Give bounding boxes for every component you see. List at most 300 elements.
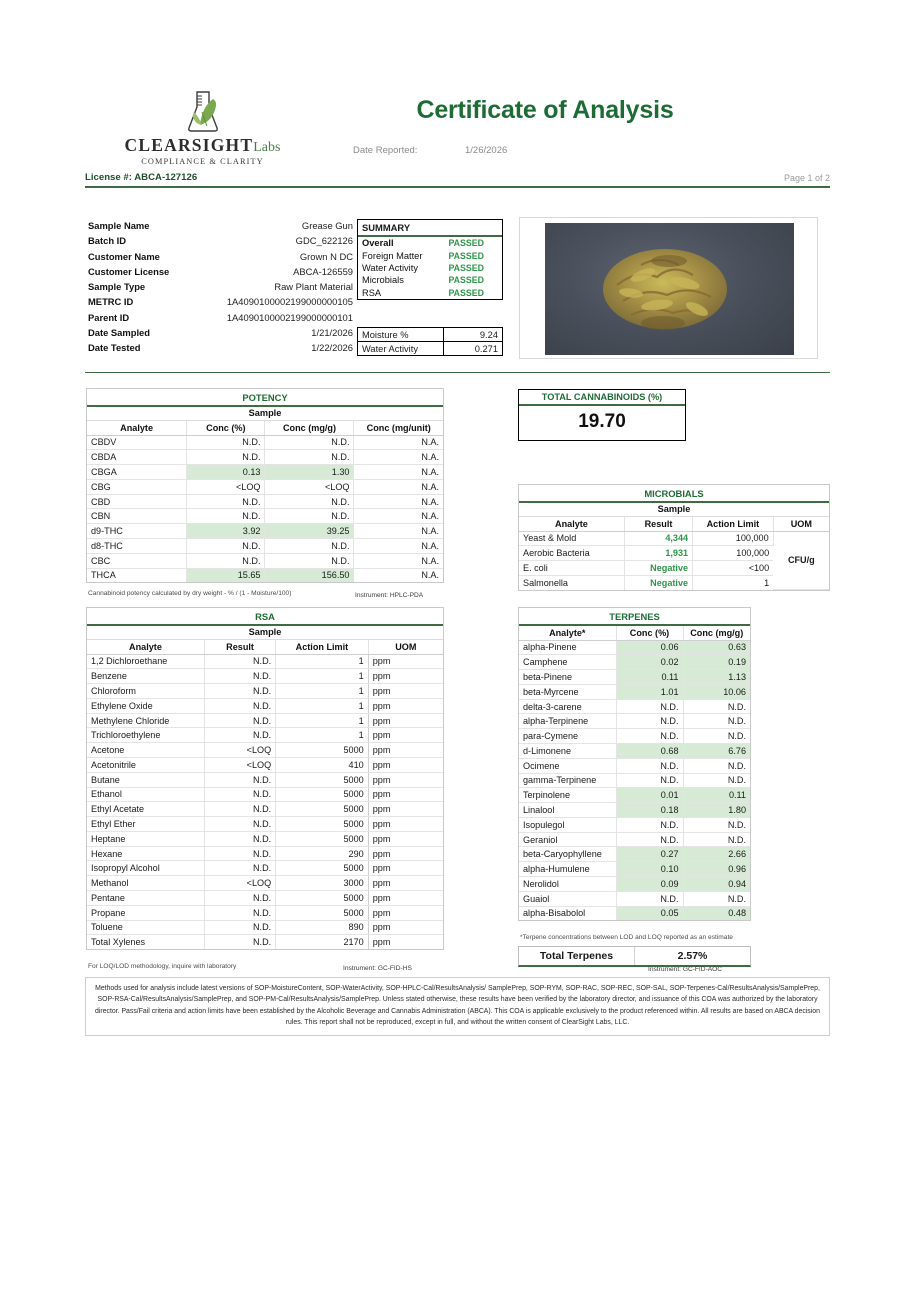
analyte-name: Chloroform	[87, 684, 204, 699]
rsa-result: N.D.	[204, 935, 275, 949]
rsa-result: N.D.	[204, 817, 275, 832]
uom-value: ppm	[368, 757, 443, 772]
microbials-subtitle: Sample	[519, 503, 829, 517]
summary-row	[358, 274, 502, 286]
analyte-name: para-Cymene	[519, 729, 616, 744]
analyte-name: Ethanol	[87, 787, 204, 802]
table-row	[87, 479, 443, 494]
uom-value: ppm	[368, 743, 443, 758]
action-limit: 1	[276, 728, 369, 743]
analyte-name: Propane	[87, 905, 204, 920]
analyte-name: Geraniol	[519, 832, 616, 847]
analyte-name: beta-Pinene	[519, 670, 616, 685]
rsa-result: N.D.	[204, 772, 275, 787]
table-row	[87, 935, 443, 949]
microbial-result: Negative	[624, 575, 692, 589]
action-limit: 5000	[276, 802, 369, 817]
total-cannabinoids-title: TOTAL CANNABINOIDS (%)	[519, 390, 685, 406]
analyte-name: CBN	[87, 509, 187, 524]
rsa-result: N.D.	[204, 861, 275, 876]
table-row	[519, 531, 829, 546]
rsa-result: N.D.	[204, 654, 275, 669]
analyte-name: alpha-Pinene	[519, 640, 616, 655]
action-limit: 5000	[276, 817, 369, 832]
conc-mgunit: N.A.	[354, 450, 443, 465]
conc-percent: N.D.	[187, 494, 265, 509]
sample-info-row	[88, 327, 353, 342]
action-limit: 100,000	[693, 531, 774, 546]
conc-percent: 1.01	[616, 684, 683, 699]
sample-info-row	[88, 281, 353, 296]
table-row	[87, 846, 443, 861]
microbial-result: 1,931	[624, 546, 692, 561]
moisture-value: 9.24	[479, 329, 498, 340]
column-header: Action Limit	[693, 517, 774, 532]
sample-info-row	[88, 342, 353, 357]
conc-mgunit: N.A.	[354, 494, 443, 509]
rsa-result: N.D.	[204, 831, 275, 846]
conc-mgg: N.D.	[265, 553, 354, 568]
action-limit: 5000	[276, 891, 369, 906]
rsa-result: N.D.	[204, 698, 275, 713]
analyte-name: Camphene	[519, 655, 616, 670]
table-row	[519, 743, 750, 758]
analyte-name: Trichloroethylene	[87, 728, 204, 743]
analyte-name: d9-THC	[87, 524, 187, 539]
table-row	[87, 698, 443, 713]
analyte-name: Methylene Chloride	[87, 713, 204, 728]
sample-photo-image	[545, 223, 794, 355]
column-header: UOM	[368, 640, 443, 655]
conc-mgunit: N.A.	[354, 524, 443, 539]
conc-mgg: N.D.	[265, 538, 354, 553]
analyte-name: 1,2 Dichloroethane	[87, 654, 204, 669]
analyte-name: Nerolidol	[519, 877, 616, 892]
table-row	[87, 538, 443, 553]
rsa-instrument: Instrument: GC-FID-HS	[343, 965, 412, 972]
uom-value: ppm	[368, 831, 443, 846]
analyte-name: gamma-Terpinene	[519, 773, 616, 788]
total-terpenes-value: 2.57%	[677, 950, 708, 962]
conc-percent: N.D.	[187, 553, 265, 568]
moisture-value: 0.271	[474, 343, 498, 354]
table-row	[519, 906, 750, 920]
rsa-note: For LOQ/LOD methodology, inquire with laboratory	[88, 963, 237, 970]
sample-info-label: Date Sampled	[88, 327, 150, 339]
summary-row	[358, 237, 502, 249]
page-indicator: Page 1 of 2	[783, 173, 830, 183]
conc-percent: 0.06	[616, 640, 683, 655]
sample-info-row	[88, 235, 353, 250]
uom-value: ppm	[368, 684, 443, 699]
sample-info-row	[88, 312, 353, 327]
sample-info-row	[88, 266, 353, 281]
rsa-result: N.D.	[204, 846, 275, 861]
conc-mgg: 39.25	[265, 524, 354, 539]
rsa-result: N.D.	[204, 787, 275, 802]
rsa-result: N.D.	[204, 905, 275, 920]
terpenes-table	[518, 607, 751, 921]
total-terpenes-label: Total Terpenes	[519, 947, 635, 965]
conc-mgunit: N.A.	[354, 538, 443, 553]
action-limit: 2170	[276, 935, 369, 949]
summary-row	[358, 262, 502, 274]
conc-mgg: N.D.	[683, 773, 750, 788]
summary-row-label: Water Activity	[362, 262, 418, 273]
table-row	[87, 891, 443, 906]
analyte-name: Ocimene	[519, 758, 616, 773]
table-row	[519, 699, 750, 714]
lab-name: CLEARSIGHTLabs	[124, 135, 281, 155]
conc-mgunit: N.A.	[421, 570, 439, 581]
lab-tagline: COMPLIANCE & CLARITY	[141, 157, 264, 166]
table-row	[87, 524, 443, 539]
conc-percent: N.D.	[616, 729, 683, 744]
table-row	[87, 920, 443, 935]
conc-percent: N.D.	[187, 435, 265, 450]
sample-info-value: Raw Plant Material	[274, 281, 353, 293]
microbials-title: MICROBIALS	[519, 485, 829, 503]
date-reported-label: Date Reported:	[353, 145, 418, 156]
uom-value: ppm	[368, 920, 443, 935]
action-limit: 5000	[276, 831, 369, 846]
summary-row	[358, 287, 502, 299]
rsa-table	[86, 607, 444, 950]
lab-logo	[110, 88, 295, 166]
column-header: Analyte*	[519, 626, 616, 641]
sample-info-value: Grown N DC	[299, 250, 353, 262]
moisture-row	[358, 342, 502, 355]
analyte-name: alpha-Terpinene	[519, 714, 616, 729]
rsa-result: N.D.	[204, 802, 275, 817]
sample-info-value: 1/21/2026	[311, 327, 353, 339]
uom-value: ppm	[368, 846, 443, 861]
table-row	[87, 743, 443, 758]
table-row	[519, 847, 750, 862]
conc-percent: <LOQ	[187, 479, 265, 494]
total-cannabinoids-value: 19.70	[578, 411, 626, 432]
uom-value: ppm	[368, 654, 443, 669]
status-badge: PASSED	[448, 238, 484, 249]
conc-percent: N.D.	[616, 773, 683, 788]
total-terpenes-box	[518, 946, 751, 967]
conc-percent: N.D.	[616, 817, 683, 832]
analyte-name: alpha-Humulene	[519, 862, 616, 877]
table-row	[87, 817, 443, 832]
conc-percent: 0.01	[616, 788, 683, 803]
column-header: Analyte	[87, 640, 204, 655]
section-divider	[85, 372, 830, 373]
microbials-table	[518, 484, 830, 591]
table-row	[519, 788, 750, 803]
uom-value: ppm	[368, 802, 443, 817]
potency-title: POTENCY	[87, 389, 443, 407]
analyte-name: E. coli	[519, 561, 624, 576]
action-limit: 5000	[276, 772, 369, 787]
analyte-name: Hexane	[87, 846, 204, 861]
action-limit: 1	[276, 669, 369, 684]
action-limit: 5000	[276, 743, 369, 758]
moisture-label: Water Activity	[358, 342, 444, 355]
analyte-name: Acetonitrile	[87, 757, 204, 772]
action-limit: 410	[276, 757, 369, 772]
microbial-result: 4,344	[624, 531, 692, 546]
conc-percent: 0.11	[616, 670, 683, 685]
sample-info-list	[88, 220, 353, 358]
conc-percent: 0.18	[616, 803, 683, 818]
rsa-subtitle: Sample	[87, 626, 443, 640]
uom-value: ppm	[372, 937, 391, 948]
conc-percent: N.D.	[616, 832, 683, 847]
action-limit: <100	[693, 561, 774, 576]
rsa-result: <LOQ	[204, 876, 275, 891]
terpenes-note: *Terpene concentrations between LOD and LOQ reported as an estimate	[520, 934, 733, 941]
table-row	[87, 772, 443, 787]
conc-mgg: 1.80	[683, 803, 750, 818]
analyte-name: CBD	[87, 494, 187, 509]
rsa-result: N.D.	[204, 669, 275, 684]
conc-mgg: 0.19	[683, 655, 750, 670]
analyte-name: Pentane	[87, 891, 204, 906]
table-row	[519, 670, 750, 685]
sample-info-label: Customer Name	[88, 250, 160, 262]
rsa-result: N.D.	[204, 684, 275, 699]
column-header: Conc (%)	[616, 626, 683, 641]
sample-info-value: 1A4090100002199000000105	[226, 296, 353, 308]
column-header: Analyte	[87, 421, 187, 436]
license-number: License #: ABCA-127126	[85, 172, 198, 183]
table-row	[519, 640, 750, 655]
document-header	[85, 88, 830, 166]
potency-instrument: Instrument: HPLC-PDA	[355, 592, 424, 599]
analyte-name: THCA	[87, 568, 187, 582]
sample-info-row	[88, 251, 353, 266]
analyte-name: Ethylene Oxide	[87, 698, 204, 713]
conc-mgunit: N.A.	[354, 479, 443, 494]
analyte-name: Methanol	[87, 876, 204, 891]
conc-percent: 0.68	[616, 743, 683, 758]
conc-mgg: N.D.	[683, 891, 750, 906]
conc-mgg: 0.94	[683, 877, 750, 892]
analyte-name: Guaiol	[519, 891, 616, 906]
action-limit: 5000	[276, 905, 369, 920]
table-row	[87, 450, 443, 465]
rsa-result: N.D.	[204, 713, 275, 728]
conc-mgg: N.D.	[683, 832, 750, 847]
potency-note: Cannabinoid potency calculated by dry weight - % / (1 - Moisture/100)	[88, 590, 292, 597]
column-header: Conc (mg/g)	[683, 626, 750, 641]
page-title: Certificate of Analysis	[416, 96, 674, 124]
table-row	[87, 435, 443, 450]
analyte-name: CBGA	[87, 465, 187, 480]
analyte-name: Linalool	[519, 803, 616, 818]
column-header: Action Limit	[276, 640, 369, 655]
table-row	[519, 817, 750, 832]
table-row	[87, 757, 443, 772]
moisture-row	[358, 328, 502, 342]
conc-percent: 0.05	[616, 906, 683, 920]
table-row	[519, 684, 750, 699]
rsa-result: N.D.	[204, 891, 275, 906]
analyte-name: CBDA	[87, 450, 187, 465]
table-row	[87, 728, 443, 743]
moisture-box	[357, 327, 503, 356]
moisture-label: Moisture %	[358, 328, 444, 341]
analyte-name: Heptane	[87, 831, 204, 846]
potency-table	[86, 388, 444, 583]
table-row	[87, 861, 443, 876]
action-limit: 5000	[276, 787, 369, 802]
status-badge: PASSED	[448, 262, 484, 273]
summary-row-label: Foreign Matter	[362, 250, 423, 261]
conc-mgg: 1.13	[683, 670, 750, 685]
uom-value: ppm	[368, 698, 443, 713]
conc-mgg: N.D.	[683, 758, 750, 773]
rsa-result: N.D.	[204, 920, 275, 935]
conc-mgg: 0.48	[683, 906, 750, 920]
conc-mgg: N.D.	[265, 494, 354, 509]
analyte-name: Isopulegol	[519, 817, 616, 832]
terpenes-title: TERPENES	[519, 608, 750, 626]
table-row	[87, 684, 443, 699]
uom-value: ppm	[368, 891, 443, 906]
conc-mgg: 156.50	[265, 568, 354, 582]
status-badge: PASSED	[448, 275, 484, 286]
table-row	[87, 654, 443, 669]
conc-percent: N.D.	[187, 450, 265, 465]
analyte-name: Acetone	[87, 743, 204, 758]
action-limit: 1	[276, 684, 369, 699]
table-row	[519, 714, 750, 729]
conc-percent: 15.65	[187, 568, 265, 582]
action-limit: 3000	[276, 876, 369, 891]
conc-mgg: N.D.	[683, 714, 750, 729]
table-row	[87, 802, 443, 817]
column-header: Result	[204, 640, 275, 655]
microbial-result: Negative	[624, 561, 692, 576]
sample-info-value: ABCA-126559	[293, 265, 353, 277]
column-header: Conc (mg/g)	[265, 421, 354, 436]
conc-mgunit: N.A.	[354, 509, 443, 524]
analyte-name: d8-THC	[87, 538, 187, 553]
conc-mgg: <LOQ	[265, 479, 354, 494]
analyte-name: Aerobic Bacteria	[519, 546, 624, 561]
table-row	[519, 832, 750, 847]
sample-info-value: Grease Gun	[301, 220, 353, 231]
summary-row-label: Overall	[362, 238, 394, 249]
table-row	[87, 787, 443, 802]
table-row	[87, 876, 443, 891]
conc-mgg: N.D.	[683, 699, 750, 714]
analyte-name: d-Limonene	[519, 743, 616, 758]
sample-info-value: 1A4090100002199000000101	[226, 311, 353, 323]
status-badge: PASSED	[448, 250, 484, 261]
table-row	[87, 553, 443, 568]
table-row	[87, 713, 443, 728]
beaker-leaf-icon	[110, 88, 295, 134]
analyte-name: beta-Caryophyllene	[519, 847, 616, 862]
rsa-title: RSA	[87, 608, 443, 626]
analyte-name: CBDV	[87, 435, 187, 450]
conc-percent: 0.09	[616, 877, 683, 892]
column-header: Conc (mg/unit)	[354, 421, 443, 436]
uom-value: ppm	[368, 876, 443, 891]
column-header: Result	[624, 517, 692, 532]
table-row	[87, 568, 443, 582]
uom-value: ppm	[368, 772, 443, 787]
conc-mgunit: N.A.	[354, 435, 443, 450]
uom-value: CFU/g	[773, 531, 829, 590]
analyte-name: CBG	[87, 479, 187, 494]
conc-mgg: N.D.	[265, 450, 354, 465]
potency-subtitle: Sample	[87, 407, 443, 421]
sample-info-label: Customer License	[88, 265, 170, 277]
table-row	[519, 891, 750, 906]
analyte-name: Salmonella	[519, 575, 624, 589]
analyte-name: Isopropyl Alcohol	[87, 861, 204, 876]
summary-row	[358, 249, 502, 261]
date-reported-value: 1/26/2026	[465, 145, 508, 156]
sample-photo	[519, 217, 818, 359]
sample-info-label: Sample Name	[88, 220, 150, 231]
uom-value: ppm	[368, 861, 443, 876]
analyte-name: Yeast & Mold	[519, 531, 624, 546]
conc-mgg: N.D.	[265, 435, 354, 450]
table-row	[519, 803, 750, 818]
action-limit: 1	[276, 654, 369, 669]
table-row	[87, 465, 443, 480]
action-limit: 1	[276, 698, 369, 713]
action-limit: 1	[276, 713, 369, 728]
rsa-result: N.D.	[204, 728, 275, 743]
sample-info-label: Parent ID	[88, 311, 130, 323]
conc-mgg: 2.66	[683, 847, 750, 862]
action-limit: 1	[764, 577, 770, 588]
conc-percent: N.D.	[616, 891, 683, 906]
analyte-name: alpha-Bisabolol	[519, 906, 616, 920]
sample-info-label: Date Tested	[88, 342, 141, 354]
license-bar	[85, 172, 830, 188]
disclaimer-text: Methods used for analysis include latest versions of SOP-MoistureContent, SOP-WaterActivity, SOP-HPLC-Cal/ResultsAnalysis/ SamplePrep, SOP-RYM, SOP-RAC, SOP-REC, SOP-SAL, SOP-Terpenes-Cal/ResultsAnalysis/SamplePrep, SOP-RSA-Cal/ResultsAnalysis/SamplePrep, and SOP-PM-Cal/ResultsAnalysis/SamplePrep. Unless stated otherwise, these results have been verified by the laboratory director, and issuance of this COA was authorized by the laboratory director. Pass/Fail criteria and action limits have been established by the Alcoholic Beverage and Cannabis Administration (ABCA). This COA is applicable exclusively to the product referenced within. All results are based on ABCA decision rules. This report shall not be reproduced, except in full, and without the written consent of ClearSight Labs, LLC.	[95, 985, 820, 1027]
disclaimer-box	[85, 977, 830, 1036]
conc-mgunit: N.A.	[354, 553, 443, 568]
analyte-name: Terpinolene	[519, 788, 616, 803]
uom-value: ppm	[368, 713, 443, 728]
column-header: Analyte	[519, 517, 624, 532]
sample-info-row	[88, 296, 353, 311]
conc-percent: N.D.	[616, 758, 683, 773]
conc-percent: N.D.	[616, 714, 683, 729]
analyte-name: Toluene	[87, 920, 204, 935]
analyte-name: Total Xylenes	[87, 935, 204, 949]
action-limit: 290	[276, 846, 369, 861]
conc-percent: 0.27	[616, 847, 683, 862]
sample-info-value: GDC_622126	[295, 235, 353, 247]
table-row	[519, 773, 750, 788]
table-row	[519, 758, 750, 773]
table-row	[519, 729, 750, 744]
conc-percent: 0.10	[616, 862, 683, 877]
table-row	[87, 905, 443, 920]
analyte-name: delta-3-carene	[519, 699, 616, 714]
conc-mgunit: N.A.	[354, 465, 443, 480]
table-row	[519, 862, 750, 877]
column-header: UOM	[773, 517, 829, 532]
conc-mgg: N.D.	[683, 729, 750, 744]
analyte-name: Benzene	[87, 669, 204, 684]
conc-percent: 0.02	[616, 655, 683, 670]
conc-mgg: 1.30	[265, 465, 354, 480]
